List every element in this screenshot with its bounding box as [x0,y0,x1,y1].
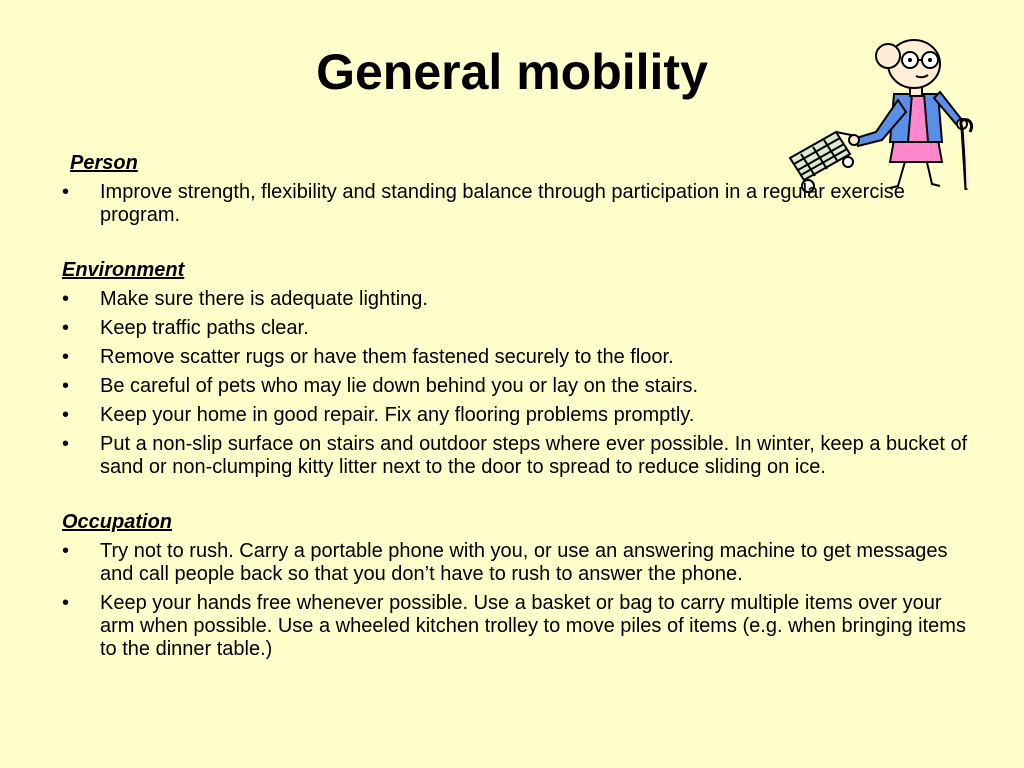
bullet-item: • Try not to rush. Carry a portable phone with you, or use an answering machine to get messages and call people back so that you don’t have to rush to answer the phone. [62,540,972,586]
bullet-item: • Be careful of pets who may lie down behind you or lay on the stairs. [62,375,972,398]
section-heading-person: Person [70,152,138,174]
bullet-item: • Keep your home in good repair. Fix any flooring problems promptly. [62,404,972,427]
bullet-item: • Keep your hands free whenever possible. Use a basket or bag to carry multiple items over your arm when possible. Use a wheeled kitchen trolley to move piles of items (e.g. when bringing items to the dinner table.) [62,592,972,661]
bullet-item: • Put a non-slip surface on stairs and outdoor steps where ever possible. In winter, keep a bucket of sand or non-clumping kitty litter next to the door to spread to reduce sliding on ice. [62,433,972,479]
bullet-list-environment [62,288,972,479]
bullet-list-occupation [62,540,972,661]
section-heading-environment: Environment [62,259,185,281]
slide-content [62,152,972,667]
bullet-item: • Improve strength, flexibility and standing balance through participation in a regular exercise program. [62,181,972,227]
bullet-item: • Remove scatter rugs or have them fastened securely to the floor. [62,346,972,369]
section-heading-occupation: Occupation [62,511,173,533]
section-occupation [62,511,972,661]
bullet-item: • Keep traffic paths clear. [62,317,972,340]
slide-title: General mobility [316,44,708,100]
bullet-list-person [62,181,972,227]
section-person [62,152,972,227]
section-environment [62,259,972,479]
bullet-item: • Make sure there is adequate lighting. [62,288,972,311]
